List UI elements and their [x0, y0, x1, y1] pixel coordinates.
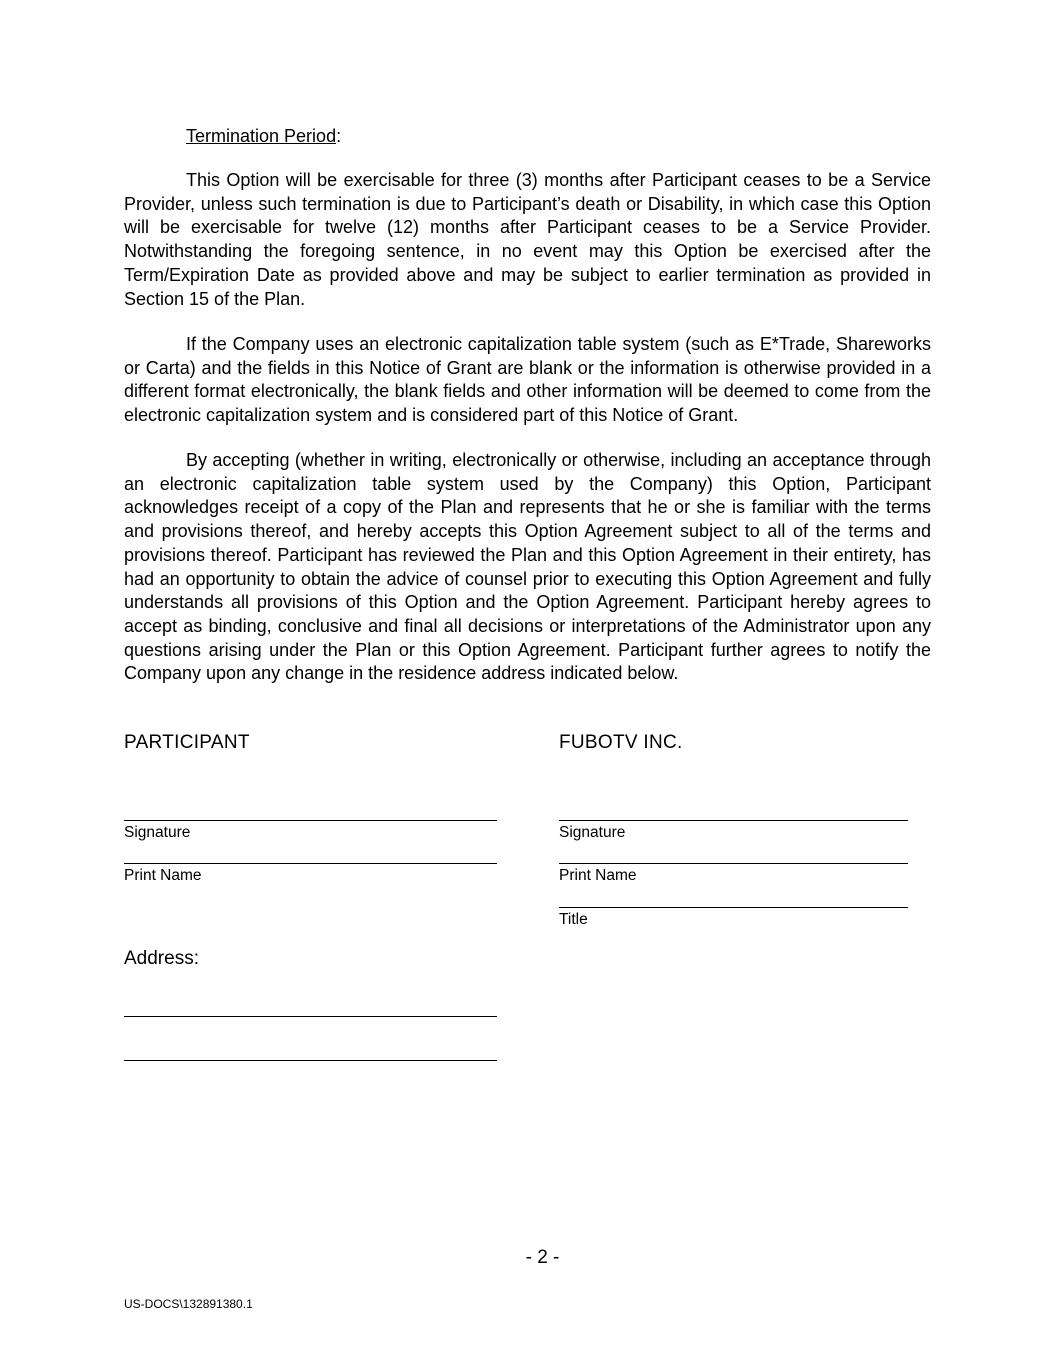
- section-heading-colon: :: [336, 126, 342, 146]
- company-title-line[interactable]: [559, 907, 908, 908]
- company-print-name-line[interactable]: [559, 863, 908, 864]
- participant-print-name-label: Print Name: [124, 867, 202, 884]
- page-number: - 2 -: [525, 1247, 560, 1268]
- company-heading: FUBOTV INC.: [559, 732, 683, 753]
- participant-signature-label: Signature: [124, 824, 191, 841]
- company-signature-label: Signature: [559, 824, 626, 841]
- participant-heading: PARTICIPANT: [124, 732, 250, 753]
- section-heading: [186, 124, 341, 148]
- section-heading-text: Termination Period: [186, 126, 337, 146]
- paragraph-acceptance: By accepting (whether in writing, electronically or otherwise, including an acceptance through an electronic capitalization table system used by the Company) this Option, Participant acknowledges receipt of a copy of the Plan and represents that he or she is familiar with the terms and provisions thereof, and hereby accepts this Option Agreement subject to all of the terms and provisions thereof. Participant has reviewed the Plan and this Option Agreement in their entirety, has had an opportunity to obtain the advice of counsel prior to executing this Option Agreement and fully understands all provisions of this Option and the Option Agreement. Participant hereby agrees to accept as binding, conclusive and final all decisions or interpretations of the Administrator upon any questions arising under the Plan or this Option Agreement. Participant further agrees to notify the Company upon any change in the residence address indicated below.: [124, 450, 931, 684]
- company-print-name-label: Print Name: [559, 867, 637, 884]
- participant-address-line-2[interactable]: [124, 1060, 497, 1061]
- participant-address-line-1[interactable]: [124, 1016, 497, 1017]
- participant-print-name-line[interactable]: [124, 863, 497, 864]
- participant-address-label: Address:: [124, 948, 199, 969]
- paragraph-termination: This Option will be exercisable for three (3) months after Participant ceases to be a Service Provider, unless such termination is due to Participant’s death or Disability, in which case this Option will be exercisable for twelve (12) months after Participant ceases to be a Service Provider. Notwithstanding the foregoing sentence, in no event may this Option be exercised after the Term/Expiration Date as provided above and may be subject to earlier termination as provided in Section 15 of the Plan.: [124, 170, 931, 309]
- company-title-label: Title: [559, 911, 588, 928]
- participant-signature-line[interactable]: [124, 820, 497, 821]
- company-signature-line[interactable]: [559, 820, 908, 821]
- paragraph-cap-table: If the Company uses an electronic capitalization table system (such as E*Trade, Shareworks or Carta) and the fields in this Notice of Grant are blank or the information is otherwise provided in a different format electronically, the blank fields and other information will be deemed to come from the electronic capitalization system and is considered part of this Notice of Grant.: [124, 334, 931, 426]
- document-id: US-DOCS\132891380.1: [124, 1297, 253, 1311]
